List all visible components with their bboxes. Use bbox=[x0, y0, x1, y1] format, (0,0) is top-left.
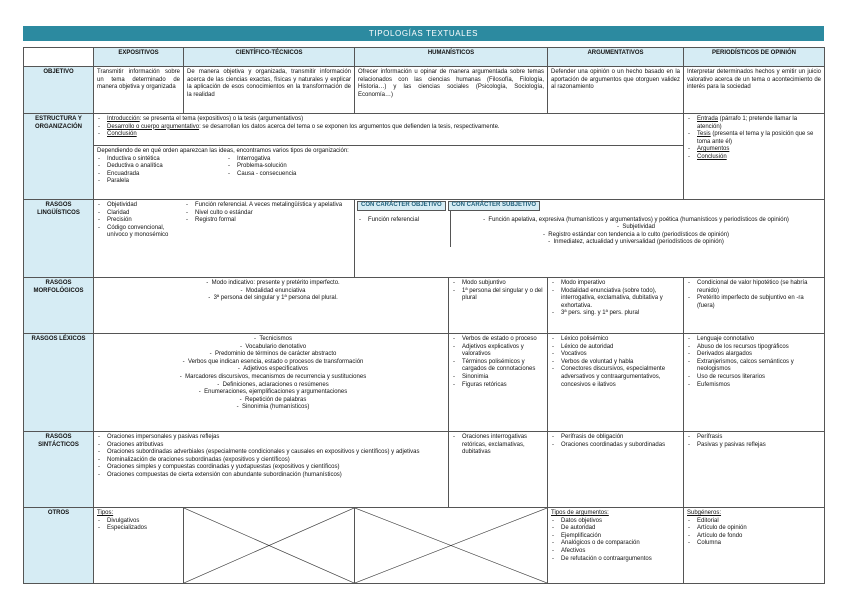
list-item: - Función referencial bbox=[358, 217, 450, 225]
cross-out-icon bbox=[355, 508, 547, 583]
estructura-organizacion bbox=[94, 146, 684, 200]
list-item: - Nivel culto o estándar bbox=[185, 210, 342, 218]
list-item: - Modo subjuntivo bbox=[452, 280, 544, 288]
list-item: - Marcadores discursivos, mecanismos de recurrencia y sustituciones bbox=[179, 373, 367, 380]
list-item: - Subjetividad bbox=[616, 224, 656, 231]
sintacticos-argumentativos bbox=[548, 432, 684, 508]
lexicos-periodisticos bbox=[684, 334, 825, 432]
list-item: - Perífrasis de obligación bbox=[551, 434, 680, 442]
list-item: - Interrogativa bbox=[227, 156, 296, 164]
list-item: - Vocabulario denotativo bbox=[239, 343, 307, 350]
row-header-morfologicos: RASGOS MORFOLÓGICOS bbox=[24, 278, 94, 334]
objetivo-cientificos: De manera objetiva y organizada, transmitir información acerca de las ciencias exactas, físicas y naturales y explicar la aplicación de esos conocimientos en la transformación de la realidad bbox=[184, 67, 355, 114]
list-item: - Abuso de los recursos tipográficos bbox=[687, 344, 821, 352]
list-item: - Oraciones interrogativas retóricas, exclamativas, dubitativas bbox=[452, 434, 544, 457]
list-item: - Afectivos bbox=[551, 548, 680, 556]
list-item: - Modalidad enunciativa bbox=[240, 287, 306, 294]
list-item: - Vocativos bbox=[551, 351, 680, 359]
list-item: - Conclusión bbox=[97, 131, 680, 139]
linguisticos-expositivos-list bbox=[97, 202, 179, 240]
subheader-subjetivo: CON CARÁCTER SUBJETIVO bbox=[448, 201, 540, 211]
linguisticos-cientificos-list bbox=[185, 202, 342, 240]
list-item: - Adjetivos especificativos bbox=[237, 366, 309, 373]
organizacion-right-list bbox=[227, 156, 296, 186]
humanisticos-column-block bbox=[448, 278, 547, 333]
otros-expositivos bbox=[94, 508, 184, 584]
list-item: - Extranjerismos, calcos semánticos y neologismos bbox=[687, 359, 821, 374]
list-item: - Función apelativa, expresiva (humanísticos y argumentativos) y poética (humanísticos y periodísticos de opinión) bbox=[483, 216, 789, 223]
list-item: - Condicional de valor hipotético (se habría reunido) bbox=[687, 280, 821, 295]
list-item: - Derivados alargados bbox=[687, 351, 821, 359]
linguisticos-subjetivo-list bbox=[450, 211, 821, 247]
list-item: - Argumentos bbox=[687, 146, 821, 154]
list-item: - Conectores discursivos, especialmente adversativos y contraargumentativos, concesivos e ilativos bbox=[551, 366, 680, 389]
list-item: - Problema-solución bbox=[227, 163, 296, 171]
list-item: - Conclusión bbox=[687, 154, 821, 162]
organizacion-left-list bbox=[97, 156, 227, 186]
col-header-argumentativos: ARGUMENTATIVOS bbox=[548, 48, 684, 67]
page-title: TIPOLOGÍAS TEXTUALES bbox=[23, 26, 824, 41]
estructura-parts bbox=[94, 114, 684, 146]
list-item: - Desarrollo o cuerpo argumentativo: se desarrollan los datos acerca del tema o se exponen los argumentos que defienden la tesis, respectivamente. bbox=[97, 124, 680, 132]
list-item: - Figuras retóricas bbox=[452, 382, 544, 390]
morfologicos-periodisticos bbox=[684, 278, 825, 334]
list-item: - Modo imperativo bbox=[551, 280, 680, 288]
list-item: - Función referencial. A veces metalingüística y apelativa bbox=[185, 202, 342, 210]
col-header-humanisticos: HUMANÍSTICOS bbox=[355, 48, 548, 67]
sintacticos-periodisticos bbox=[684, 432, 825, 508]
list-item: - Oraciones compuestas de cierta extensión con abundante subordinación (humanísticos) bbox=[97, 472, 449, 480]
otros-cientificos-empty bbox=[184, 508, 355, 584]
row-header-sintacticos: RASGOS SINTÁCTICOS bbox=[24, 432, 94, 508]
list-item: - Inductiva o sintética bbox=[97, 156, 227, 164]
estructura-periodisticos bbox=[684, 114, 825, 200]
list-item: - Deductiva o analítica bbox=[97, 163, 227, 171]
list-item: - Claridad bbox=[97, 210, 179, 218]
objetivo-expositivos: Transmitir información sobre un tema determinado de manera objetiva y organizada bbox=[94, 67, 184, 114]
list-item: - Entrada (párrafo 1; pretende llamar la atención) bbox=[687, 116, 821, 131]
list-item: - Divulgativos bbox=[97, 518, 180, 526]
list-item: - Inmediatez, actualidad y universalidad (periodísticos de opinión) bbox=[548, 239, 724, 246]
row-header-linguisticos: RASGOS LINGÜÍSTICOS bbox=[24, 200, 94, 278]
list-item: - Oraciones subordinadas adverbiales (especialmente condicionales y causales en expositivos y científicos) y adjetivas bbox=[97, 449, 449, 457]
list-item: - Léxico de autoridad bbox=[551, 344, 680, 352]
list-item: - Tesis (presenta el tema y la posición que se toma ante él) bbox=[687, 131, 821, 146]
objetivo-periodisticos: Interpretar determinados hechos y emitir un juicio valorativo acerca de un tema o acontecimiento de interés para la sociedad bbox=[684, 67, 825, 114]
row-header-estructura: ESTRUCTURA Y ORGANIZACIÓN bbox=[24, 114, 94, 200]
subheader-objetivo: CON CARÁCTER OBJETIVO bbox=[357, 201, 446, 211]
linguisticos-exp-cient bbox=[94, 200, 355, 278]
humanisticos-column-block bbox=[448, 334, 547, 431]
otros-argumentativos bbox=[548, 508, 684, 584]
list-item: - Adjetivos explicativos y valorativos bbox=[452, 344, 544, 359]
list-item: - Tecnicismos bbox=[253, 336, 293, 342]
list-item: - Paralela bbox=[97, 178, 227, 186]
list-item: - Modo indicativo: presente y pretérito imperfecto. bbox=[206, 280, 340, 286]
list-item: - Léxico polisémico bbox=[551, 336, 680, 344]
list-item: - Encuadrada bbox=[97, 171, 227, 179]
objetivo-argumentativos: Defender una opinión o un hecho basado en la aportación de argumentos que otorguen validez al razonamiento bbox=[548, 67, 684, 114]
morfologicos-argumentativos bbox=[548, 278, 684, 334]
estructura-parts-list bbox=[97, 116, 680, 139]
morfologicos-exp-cient bbox=[94, 278, 548, 334]
list-item: - Analógicos o de comparación bbox=[551, 540, 680, 548]
organizacion-intro: Dependiendo de en qué orden aparezcan las ideas, encontramos varios tipos de organización: bbox=[97, 148, 349, 154]
col-header-periodisticos: PERIODÍSTICOS DE OPINIÓN bbox=[684, 48, 825, 67]
list-item: - Verbos que indican esencia, estado o procesos de transformación bbox=[182, 358, 364, 365]
list-item: - Objetividad bbox=[97, 202, 179, 210]
list-item: - Perífrasis bbox=[687, 434, 821, 442]
humanisticos-column-block bbox=[448, 432, 547, 507]
corner-cell bbox=[24, 48, 94, 67]
otros-periodisticos-title: Subgéneros: bbox=[687, 510, 722, 516]
list-item: - Código convencional, unívoco y monosémico bbox=[97, 225, 179, 240]
list-item: - 1ª persona del singular y o del plural bbox=[452, 288, 544, 303]
list-item: - Definiciones, aclaraciones o resúmenes bbox=[217, 381, 329, 388]
otros-expositivos-title: Tipos: bbox=[97, 510, 114, 516]
list-item: - Columna bbox=[687, 540, 821, 548]
list-item: - 3ª persona del singular y 1ª persona del plural. bbox=[208, 295, 338, 302]
list-item: - Repetición de palabras bbox=[239, 396, 307, 403]
list-item: - Sinonimia bbox=[452, 374, 544, 382]
list-item: - Modalidad enunciativa (sobre todo), interrogativa, exclamativa, dubitativa y exhortativa. bbox=[551, 288, 680, 311]
list-item: - Nominalización de oraciones subordinadas (expositivos y científicos) bbox=[97, 457, 449, 465]
list-item: - Editorial bbox=[687, 518, 821, 526]
objetivo-humanisticos: Ofrecer información u opinar de manera argumentada sobre temas relacionados con las ciencias humanas (Filosofía, Filología, Historia…) y las ciencias sociales (Psicología, Sociología, Economía…) bbox=[355, 67, 548, 114]
list-item: - De autoridad bbox=[551, 525, 680, 533]
list-item: - Ejemplificación bbox=[551, 533, 680, 541]
list-item: - Oraciones atributivas bbox=[97, 442, 449, 450]
list-item: - Uso de recursos literarios bbox=[687, 374, 821, 382]
linguisticos-objetivo-list bbox=[358, 217, 450, 247]
otros-humanisticos-empty bbox=[355, 508, 548, 584]
list-item: - Pasivas y pasivas reflejas bbox=[687, 442, 821, 450]
list-item: - 3ª pers. sing. y 1ª pers. plural bbox=[551, 310, 680, 318]
list-item: - Enumeraciones, ejemplificaciones y argumentaciones bbox=[198, 389, 348, 396]
sintacticos-exp-cient bbox=[94, 432, 548, 508]
list-item: - Introducción: se presenta el tema (expositivos) o la tesis (argumentativos) bbox=[97, 116, 680, 124]
linguisticos-hum-arg-per bbox=[355, 200, 825, 278]
list-item: - Pretérito imperfecto de subjuntivo en -ra (fuera) bbox=[687, 295, 821, 310]
lexicos-exp-cient bbox=[94, 334, 548, 432]
list-item: - Términos polisémicos y cargados de connotaciones bbox=[452, 359, 544, 374]
row-header-otros: OTROS bbox=[24, 508, 94, 584]
row-header-objetivo: OBJETIVO bbox=[24, 67, 94, 114]
list-item: - Especializados bbox=[97, 525, 180, 533]
list-item: - Oraciones simples y compuestas coordinadas y yuxtapuestas (expositivos y científicos) bbox=[97, 464, 449, 472]
otros-periodisticos bbox=[684, 508, 825, 584]
list-item: - Registro formal bbox=[185, 217, 342, 225]
list-item: - Eufemismos bbox=[687, 382, 821, 390]
list-item: - Lenguaje connotativo bbox=[687, 336, 821, 344]
list-item: - Datos objetivos bbox=[551, 518, 680, 526]
list-item: - De refutación o contraargumentos bbox=[551, 556, 680, 564]
list-item: - Predominio de términos de carácter abstracto bbox=[209, 351, 337, 358]
col-header-expositivos: EXPOSITIVOS bbox=[94, 48, 184, 67]
cross-out-icon bbox=[184, 508, 354, 583]
list-item: - Verbos de estado o proceso bbox=[452, 336, 544, 344]
list-item: - Oraciones impersonales y pasivas reflejas bbox=[97, 434, 449, 442]
otros-argumentativos-title: Tipos de argumentos: bbox=[551, 510, 609, 516]
list-item: - Artículo de opinión bbox=[687, 525, 821, 533]
list-item: - Precisión bbox=[97, 217, 179, 225]
lexicos-argumentativos bbox=[548, 334, 684, 432]
typologies-table bbox=[23, 47, 825, 584]
list-item: - Sinonimia (humanísticos) bbox=[236, 404, 310, 411]
list-item: - Artículo de fondo bbox=[687, 533, 821, 541]
list-item: - Registro estándar con tendencia a lo culto (periodísticos de opinión) bbox=[542, 231, 730, 238]
list-item: - Verbos de voluntad y habla bbox=[551, 359, 680, 367]
list-item: - Oraciones coordinadas y subordinadas bbox=[551, 442, 680, 450]
list-item: - Causa - consecuencia bbox=[227, 171, 296, 179]
col-header-cientificos: CIENTÍFICO-TÉCNICOS bbox=[184, 48, 355, 67]
row-header-lexicos: RASGOS LÉXICOS bbox=[24, 334, 94, 432]
